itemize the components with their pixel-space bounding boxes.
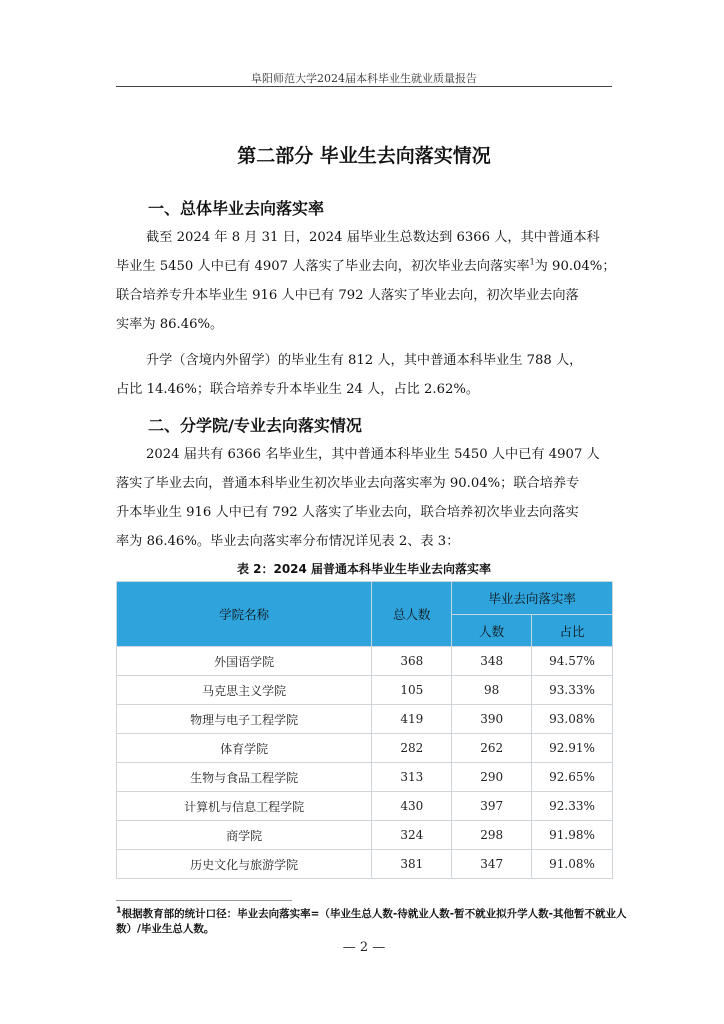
table-row xyxy=(117,821,613,850)
cell-college: 体育学院 xyxy=(117,734,372,763)
cell-college: 外国语学院 xyxy=(117,647,372,676)
cell-total: 313 xyxy=(372,763,452,792)
paragraph-line: 落实了毕业去向，普通本科毕业生初次毕业去向落实率为 90.04%；联合培养专 xyxy=(116,476,580,491)
footnote xyxy=(116,905,627,937)
footnote-rule xyxy=(116,900,292,901)
footnote-reference[interactable]: 1 xyxy=(529,257,535,267)
cell-total: 324 xyxy=(372,821,452,850)
cell-college: 历史文化与旅游学院 xyxy=(117,850,372,879)
running-header: 阜阳师范大学2024届本科毕业生就业质量报告 xyxy=(251,72,477,85)
cell-count: 397 xyxy=(452,792,532,821)
part-title: 第二部分 毕业生去向落实情况 xyxy=(237,145,491,167)
cell-college: 计算机与信息工程学院 xyxy=(117,792,372,821)
paragraph-by-college xyxy=(116,440,612,556)
table-row xyxy=(117,734,613,763)
cell-ratio: 93.08% xyxy=(532,705,613,734)
cell-college: 商学院 xyxy=(117,821,372,850)
footnote-line: 数）/毕业生总人数。 xyxy=(116,923,215,935)
cell-count: 98 xyxy=(452,676,532,705)
cell-count: 347 xyxy=(452,850,532,879)
column-header-count: 人数 xyxy=(452,615,532,647)
page-number: — 2 — xyxy=(342,940,386,955)
cell-count: 348 xyxy=(452,647,532,676)
text-run: 为 90.04%； xyxy=(534,259,616,274)
paragraph-line: 占比 14.46%；联合培养专升本毕业生 24 人，占比 2.62%。 xyxy=(116,382,480,397)
table-row xyxy=(117,705,613,734)
paragraph-line: 2024 届共有 6366 名毕业生，其中普通本科毕业生 5450 人中已有 4907 人 xyxy=(146,447,600,462)
cell-ratio: 91.08% xyxy=(532,850,613,879)
paragraph-further-study xyxy=(116,346,612,404)
cell-ratio: 94.57% xyxy=(532,647,613,676)
paragraph-line xyxy=(116,252,616,281)
column-header-total: 总人数 xyxy=(372,582,452,647)
cell-total: 105 xyxy=(372,676,452,705)
paragraph-line: 升学（含境内外留学）的毕业生有 812 人，其中普通本科毕业生 788 人， xyxy=(146,353,583,368)
cell-count: 290 xyxy=(452,763,532,792)
cell-total: 368 xyxy=(372,647,452,676)
cell-college: 物理与电子工程学院 xyxy=(117,705,372,734)
cell-ratio: 91.98% xyxy=(532,821,613,850)
paragraph-line: 联合培养专升本毕业生 916 人中已有 792 人落实了毕业去向，初次毕业去向落 xyxy=(116,288,579,303)
table-row xyxy=(117,676,613,705)
paragraph-line: 截至 2024 年 8 月 31 日，2024 届毕业生总数达到 6366 人，其中普通本科 xyxy=(146,230,600,245)
cell-total: 381 xyxy=(372,850,452,879)
cell-college: 马克思主义学院 xyxy=(117,676,372,705)
text-run: 根据教育部的统计口径：毕业去向落实率=（毕业生总人数-待就业人数-暂不就业拟升学人数-其他暂不就业人 xyxy=(121,908,627,920)
footnote-line xyxy=(116,905,627,922)
paragraph-line: 升本毕业生 916 人中已有 792 人落实了毕业去向，联合培养初次毕业去向落实 xyxy=(116,505,579,520)
paragraph-line: 实率为 86.46%。 xyxy=(116,317,224,332)
cell-college: 生物与食品工程学院 xyxy=(117,763,372,792)
table-caption: 表 2：2024 届普通本科毕业生毕业去向落实率 xyxy=(236,562,492,576)
cell-ratio: 92.65% xyxy=(532,763,613,792)
table-row xyxy=(117,647,613,676)
table-row xyxy=(117,850,613,879)
cell-count: 298 xyxy=(452,821,532,850)
cell-ratio: 92.91% xyxy=(532,734,613,763)
section-heading-overall: 一、总体毕业去向落实率 xyxy=(148,199,325,218)
table-row xyxy=(117,792,613,821)
placement-rate-table xyxy=(116,581,613,879)
section-heading-by-college: 二、分学院/专业去向落实情况 xyxy=(148,416,362,435)
cell-count: 262 xyxy=(452,734,532,763)
table-row xyxy=(117,763,613,792)
cell-ratio: 93.33% xyxy=(532,676,613,705)
footnote-marker: 1 xyxy=(116,905,122,915)
cell-total: 282 xyxy=(372,734,452,763)
text-run: 毕业生 5450 人中已有 4907 人落实了毕业去向，初次毕业去向落实率 xyxy=(116,259,530,274)
cell-count: 390 xyxy=(452,705,532,734)
column-header-ratio: 占比 xyxy=(532,615,613,647)
cell-total: 419 xyxy=(372,705,452,734)
cell-ratio: 92.33% xyxy=(532,792,613,821)
cell-total: 430 xyxy=(372,792,452,821)
paragraph-overall-rate xyxy=(116,223,616,339)
header-rule xyxy=(116,86,612,87)
column-header-college: 学院名称 xyxy=(117,582,372,647)
column-header-group: 毕业去向落实率 xyxy=(452,582,613,615)
paragraph-line: 率为 86.46%。毕业去向落实率分布情况详见表 2、表 3： xyxy=(116,534,460,549)
